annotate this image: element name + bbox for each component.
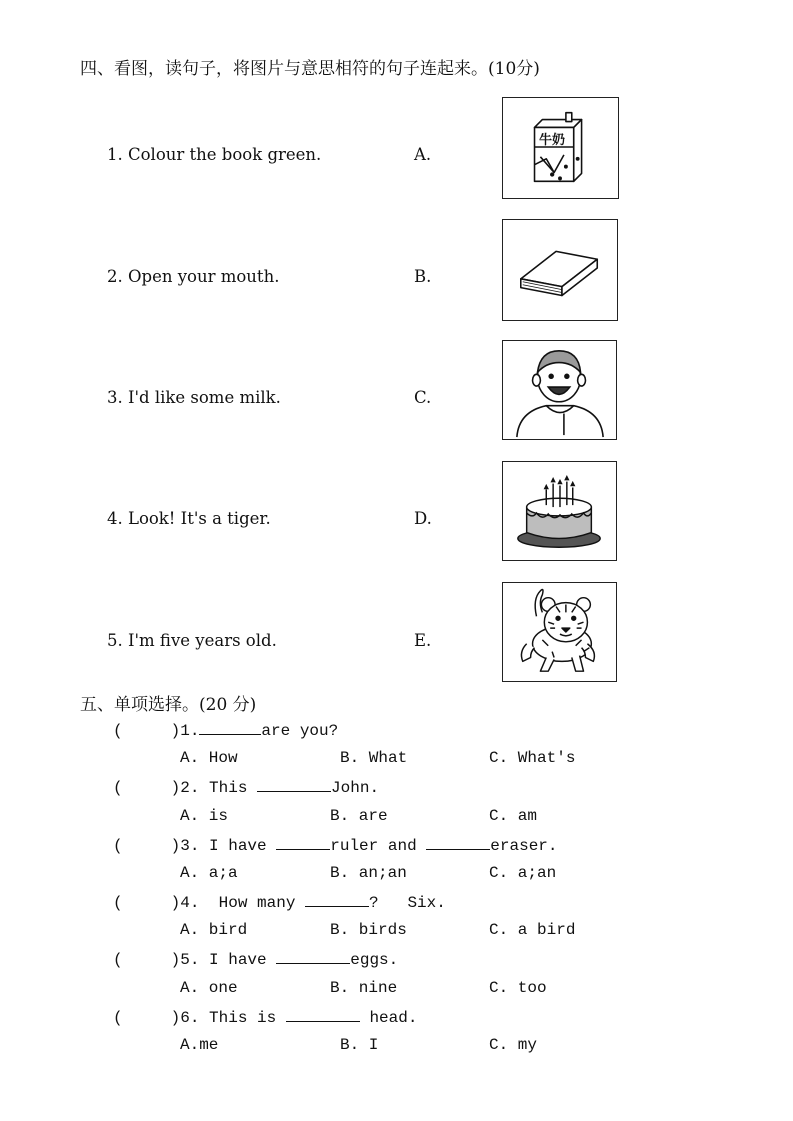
answer-blank[interactable] <box>276 949 350 964</box>
match-letter-e: E. <box>414 631 432 650</box>
match-letter-b: B. <box>414 267 432 286</box>
q4-option-a: A. bird <box>180 921 248 939</box>
q5-option-b: B. nine <box>330 979 398 997</box>
question-2: ( )2. This John. <box>113 779 380 797</box>
tiger-icon <box>503 583 616 681</box>
q2-option-a: A. is <box>180 807 229 825</box>
section-5-heading: 五、单项选择。(20 分) <box>80 695 257 715</box>
match-letter-a: A. <box>414 145 432 164</box>
answer-blank[interactable] <box>305 892 369 907</box>
question-5: ( )5. I have eggs. <box>113 951 399 969</box>
answer-blank-2[interactable] <box>426 835 490 850</box>
q1-option-a: A. How <box>180 749 238 767</box>
match-letter-d: D. <box>414 509 432 528</box>
picture-book <box>502 219 618 321</box>
q1-option-b: B. What <box>340 749 408 767</box>
answer-blank[interactable] <box>257 777 331 792</box>
match-sentence-2: 2. Open your mouth. <box>107 267 280 286</box>
q2-option-c: C. am <box>489 807 538 825</box>
picture-cake <box>502 461 617 561</box>
q5-option-a: A. one <box>180 979 238 997</box>
q1-option-c: C. What's <box>489 749 576 767</box>
q6-option-b: B. I <box>340 1036 379 1054</box>
answer-paren[interactable]: ( ) <box>113 722 181 740</box>
q2-option-b: B. are <box>330 807 388 825</box>
milk-carton-icon <box>503 98 618 198</box>
q4-option-c: C. a bird <box>489 921 576 939</box>
section-4-heading: 四、看图，读句子，将图片与意思相符的句子连起来。(10分) <box>80 59 540 79</box>
answer-paren[interactable]: ( ) <box>113 951 181 969</box>
question-1: ( )1. are you? <box>113 722 339 740</box>
q5-option-c: C. too <box>489 979 547 997</box>
q6-option-a: A.me <box>180 1036 219 1054</box>
answer-paren[interactable]: ( ) <box>113 1009 181 1027</box>
birthday-cake-icon <box>503 462 616 560</box>
match-sentence-1: 1. Colour the book green. <box>107 145 322 164</box>
q3-option-c: C. a;an <box>489 864 557 882</box>
question-3: ( )3. I have ruler and eraser. <box>113 837 558 855</box>
milk-label: 牛奶 <box>539 133 566 148</box>
answer-paren[interactable]: ( ) <box>113 894 181 912</box>
q3-option-b: B. an;an <box>330 864 407 882</box>
q3-option-a: A. a;a <box>180 864 238 882</box>
match-letter-c: C. <box>414 388 432 407</box>
question-6: ( )6. This is head. <box>113 1009 418 1027</box>
answer-blank-1[interactable] <box>276 835 330 850</box>
answer-paren[interactable]: ( ) <box>113 837 181 855</box>
book-icon <box>503 220 617 320</box>
picture-boy <box>502 340 617 440</box>
picture-tiger <box>502 582 617 682</box>
answer-blank[interactable] <box>286 1007 360 1022</box>
answer-blank[interactable] <box>199 720 261 735</box>
q6-option-c: C. my <box>489 1036 538 1054</box>
answer-paren[interactable]: ( ) <box>113 779 181 797</box>
question-4: ( )4. How many ? Six. <box>113 894 446 912</box>
boy-open-mouth-icon <box>503 341 616 439</box>
match-sentence-3: 3. I'd like some milk. <box>107 388 281 407</box>
match-sentence-5: 5. I'm five years old. <box>107 631 277 650</box>
q4-option-b: B. birds <box>330 921 407 939</box>
match-sentence-4: 4. Look! It's a tiger. <box>107 509 271 528</box>
picture-milk <box>502 97 619 199</box>
